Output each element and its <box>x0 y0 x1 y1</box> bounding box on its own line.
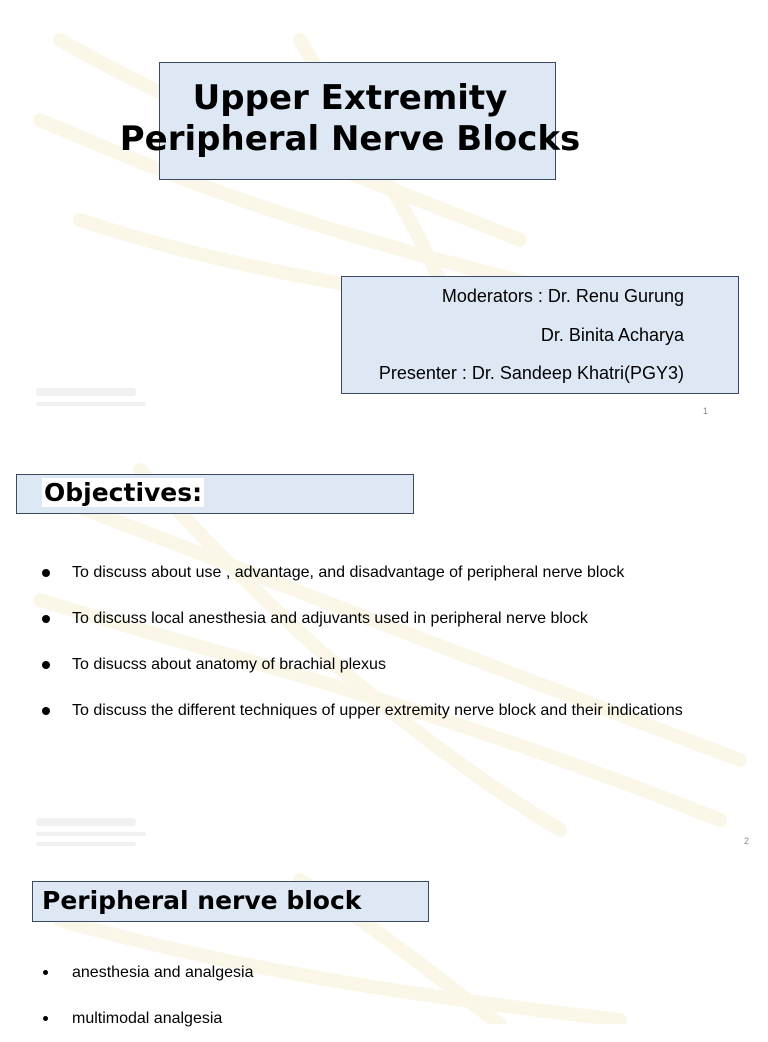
bullet-icon <box>42 661 50 669</box>
moderators-box <box>341 276 739 394</box>
presenter-line: Presenter : Dr. Sandeep Khatri(PGY3) <box>378 363 684 383</box>
peripheral-heading: Peripheral nerve block <box>42 886 362 915</box>
list-item-text: multimodal analgesia <box>72 1010 223 1027</box>
slide-1 <box>0 0 768 430</box>
list-item-text: anesthesia and analgesia <box>72 964 254 981</box>
bullet-icon <box>43 970 48 975</box>
list-item-text: To discuss the different techniques of upper extremity nerve block and their indications <box>72 702 683 719</box>
title-line-1: Upper Extremity <box>192 78 508 118</box>
slide-3 <box>0 860 768 1027</box>
bullet-icon <box>42 569 50 577</box>
bullet-icon <box>42 615 50 623</box>
slide-2 <box>0 430 768 860</box>
slide-title <box>80 78 620 160</box>
objectives-heading: Objectives: <box>44 478 203 507</box>
list-item-text: To discuss about use , advantage, and disadvantage of peripheral nerve block <box>72 564 625 581</box>
moderator-2-line: Dr. Binita Acharya <box>540 325 684 345</box>
bullet-icon <box>42 707 50 715</box>
slide-number: 1 <box>703 406 709 416</box>
list-item-text: To disucss about anatomy of brachial plexus <box>72 656 386 673</box>
slide-number: 2 <box>744 836 750 846</box>
bullet-icon <box>43 1016 48 1021</box>
list-item-text: To discuss local anesthesia and adjuvants used in peripheral nerve block <box>72 610 588 627</box>
title-line-2: Peripheral Nerve Blocks <box>119 119 581 159</box>
moderators-line: Moderators : Dr. Renu Gurung <box>441 286 684 306</box>
